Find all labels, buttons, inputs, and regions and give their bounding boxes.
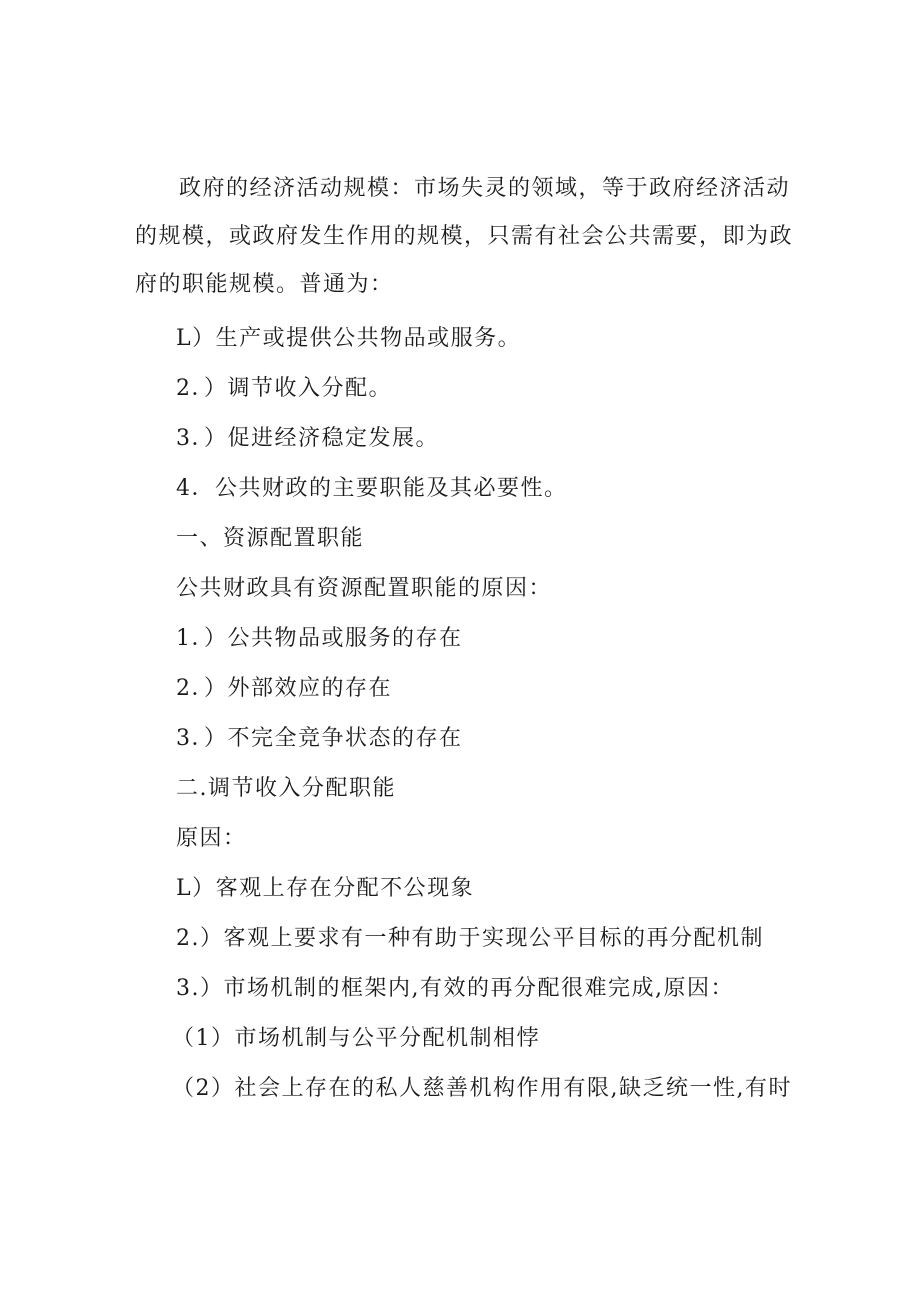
intro-paragraph: 政府的经济活动规模：市场失灵的领域，等于政府经济活动的规模，或政府发生作用的规模，只需有社会公共需要，即为政府的职能规模。普通为： [135,176,794,297]
reason-externalities: 2．）外部效应的存在 [176,676,392,701]
reasons-label: 原因： [176,826,247,851]
list-item-public-goods: L）生产或提供公共物品或服务。 [176,326,522,351]
sub-reason-private-charity: （2）社会上存在的私人慈善机构作用有限,缺乏统一性,有时 [172,1076,792,1101]
reason-imperfect-competition: 3．）不完全竞争状态的存在 [176,726,463,751]
list-item-income-distribution: 2．）调节收入分配。 [176,376,392,401]
section-heading-income-distribution: 二.调节收入分配职能 [176,776,396,801]
sub-reason-market-vs-fairness: （1）市场机制与公平分配机制相悖 [172,1026,540,1051]
reason-redistribution-mechanism: 2.）客观上要求有一种有助于实现公平目标的再分配机制 [176,926,764,951]
resource-allocation-reasons-heading: 公共财政具有资源配置职能的原因： [176,576,553,601]
list-item-main-functions: 4．公共财政的主要职能及其必要性。 [176,476,568,501]
reason-market-mechanism: 3.）市场机制的框架内,有效的再分配很难完成,原因： [176,976,734,1001]
section-heading-resource-allocation: 一、资源配置职能 [176,526,365,551]
reason-unfair-distribution: L）客观上存在分配不公现象 [176,876,475,901]
list-item-economic-stability: 3．）促进经济稳定发展。 [176,426,439,451]
reason-public-goods: 1．）公共物品或服务的存在 [176,626,463,651]
